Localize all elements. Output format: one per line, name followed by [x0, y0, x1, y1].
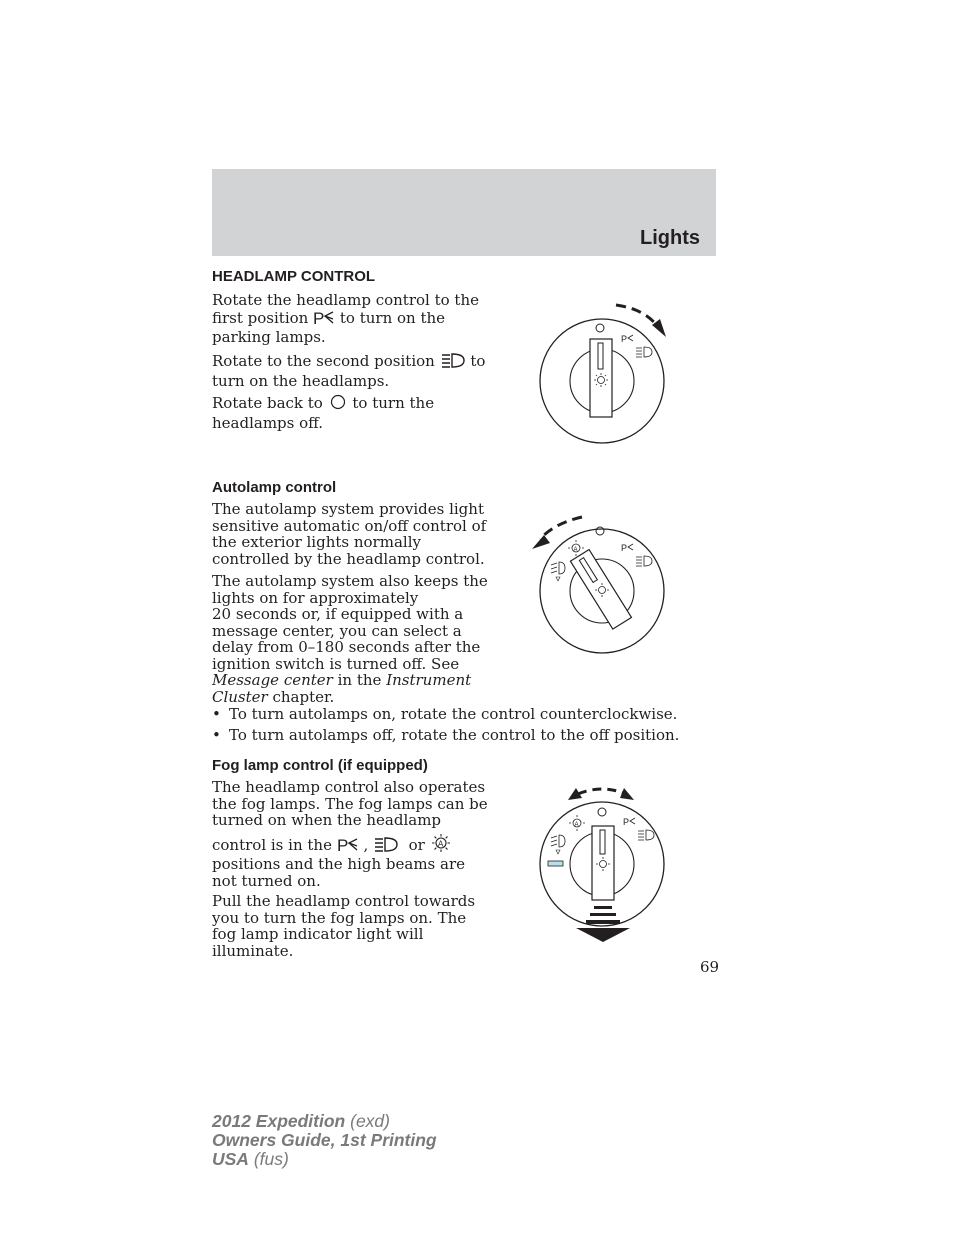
fog-indicator-light — [548, 861, 563, 866]
headlamp-knob-figure-autolamp — [520, 505, 680, 665]
parking-lamp-icon — [337, 836, 359, 857]
instrument-cluster-reference: Instrument — [386, 671, 472, 689]
svg-text:A: A — [574, 822, 579, 828]
headlamp-paragraph-2: Rotate to the second position to turn on the headlamps. — [212, 352, 486, 390]
autolamp-paragraph-1: The autolamp system provides light sensitive automatic on/off control of the exterior lights normally controlled by the headlamp control. — [212, 500, 487, 568]
svg-text:A: A — [437, 839, 443, 848]
section-header-band — [212, 169, 716, 256]
autolamp-bullet-off: • To turn autolamps off, rotate the control to the off position. — [212, 726, 680, 744]
headlamp-paragraph-1: Rotate the headlamp control to the first position P to turn on the parking lamps. — [212, 291, 479, 346]
autolamp-bullet-on: • To turn autolamps on, rotate the control counterclockwise. — [212, 705, 678, 723]
svg-text:P: P — [621, 334, 628, 344]
headlamp-knob-figure-foglamp — [520, 778, 680, 948]
svg-text:P: P — [623, 817, 630, 827]
foglamp-paragraph-1: The headlamp control also operates the fog lamps. The fog lamps can be turned on when the headlamp control is in the P , or A positions and the high beams are not turned on. — [212, 778, 488, 890]
foglamp-paragraph-2: Pull the headlamp control towards you to turn the fog lamps on. The fog lamp indicator light will illuminate. — [212, 892, 476, 960]
foglamp-control-heading: Fog lamp control (if equipped) — [212, 757, 428, 774]
autolamp-icon — [430, 833, 452, 857]
headlamp-control-heading: HEADLAMP CONTROL — [212, 268, 376, 285]
section-title: Lights — [640, 227, 700, 249]
headlamp-knob-figure-off — [520, 295, 680, 455]
svg-text:P: P — [313, 308, 325, 326]
autolamp-paragraph-2: The autolamp system also keeps the lights on for approximately 20 seconds or, if equipped with a message center, you can select a delay from 0–180 seconds after the ignition switch is turned off. See Message center in the Instrument Cluster chapter. — [212, 572, 488, 706]
parking-lamp-icon — [313, 309, 335, 330]
svg-text:A: A — [573, 547, 578, 553]
page-number: 69 — [700, 958, 720, 976]
headlamp-paragraph-3: Rotate back to to turn the headlamps off. — [212, 394, 435, 432]
document-footer: 2012 Expedition (exd) Owners Guide, 1st Printing USA (fus) — [212, 1111, 437, 1169]
svg-text:P: P — [621, 543, 628, 553]
message-center-reference: Message center — [212, 671, 333, 689]
headlamp-icon — [440, 352, 466, 373]
off-circle-icon — [328, 394, 348, 415]
svg-text:P: P — [336, 835, 349, 853]
autolamp-control-heading: Autolamp control — [212, 479, 337, 496]
headlamp-icon — [373, 836, 399, 857]
